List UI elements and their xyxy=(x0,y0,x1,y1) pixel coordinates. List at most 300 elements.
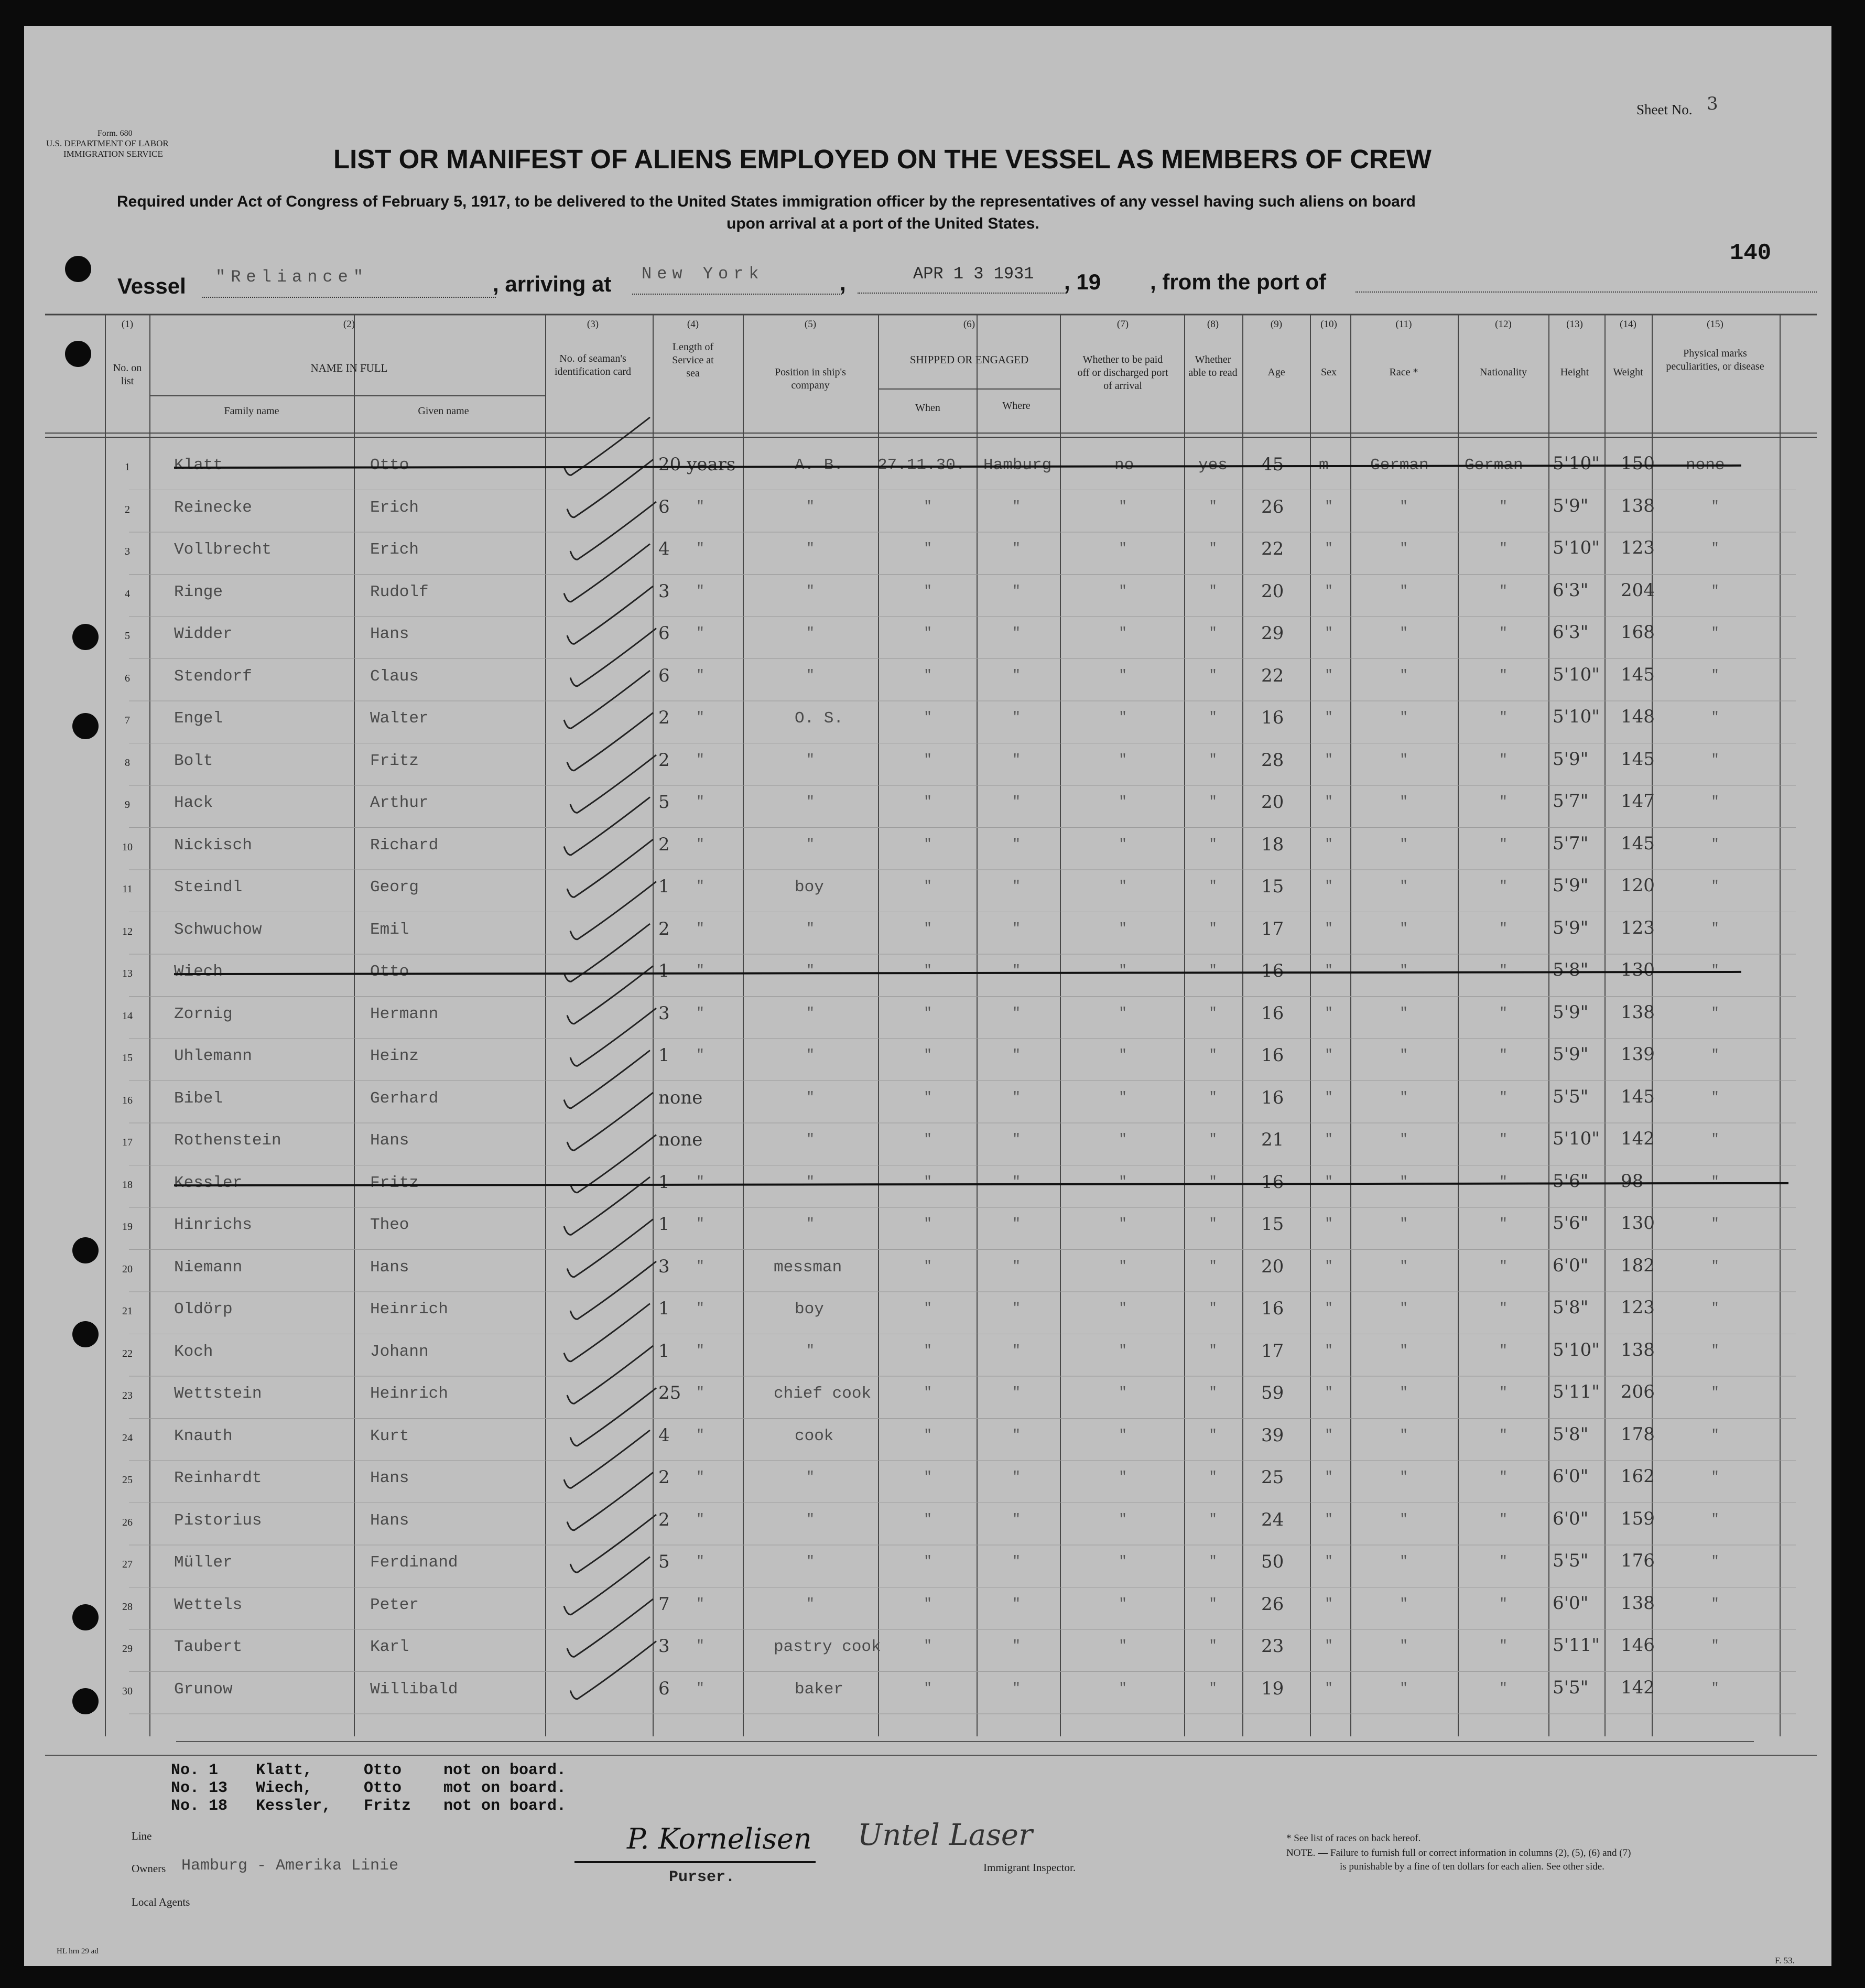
subtitle-line2: upon arrival at a port of the United States. xyxy=(727,215,1039,232)
family-name: Wiech xyxy=(174,963,223,981)
ditto-mark: " xyxy=(696,1258,704,1274)
height: 5'9" xyxy=(1553,1044,1589,1065)
ditto-mark: " xyxy=(924,751,932,768)
ditto-mark: " xyxy=(1325,1089,1333,1105)
ditto-mark: " xyxy=(696,878,704,894)
height: 5'10" xyxy=(1553,664,1600,685)
ditto-mark: " xyxy=(1711,667,1719,683)
age: 29 xyxy=(1261,623,1284,644)
weight: 98 xyxy=(1621,1170,1644,1192)
family-name: Nickisch xyxy=(174,836,252,855)
column-number: (1) xyxy=(121,319,134,330)
ditto-mark: " xyxy=(1209,1553,1217,1569)
weight: 123 xyxy=(1621,1297,1655,1318)
ditto-mark: " xyxy=(1325,667,1333,683)
given-name: Hans xyxy=(370,1469,409,1487)
row-number: 2 xyxy=(125,503,130,515)
note-given: Otto xyxy=(364,1762,402,1779)
vessel-name: "Reliance" xyxy=(215,267,369,287)
age: 22 xyxy=(1261,665,1284,686)
header-paid-off: Whether to be paid off or discharged port of arrival xyxy=(1077,354,1168,392)
ditto-mark: " xyxy=(1499,1258,1508,1274)
weight: 150 xyxy=(1621,453,1655,474)
given-name: Georg xyxy=(370,878,419,896)
header-no-on-list: No. on list xyxy=(113,362,142,387)
ditto-mark: " xyxy=(1209,1131,1217,1147)
ditto-mark: " xyxy=(1119,541,1127,556)
family-name: Grunow xyxy=(174,1680,233,1699)
ditto-mark: " xyxy=(806,498,815,514)
ditto-mark: " xyxy=(1209,1004,1217,1021)
vessel-label: Vessel xyxy=(117,274,186,298)
row-number: 5 xyxy=(125,630,130,642)
given-name: Fritz xyxy=(370,751,419,770)
given-name: Heinrich xyxy=(370,1300,448,1319)
ditto-mark: " xyxy=(696,1638,704,1654)
length-of-service: 20 years xyxy=(658,454,736,475)
ditto-mark: " xyxy=(1012,1300,1021,1316)
ditto-mark: " xyxy=(1012,794,1021,809)
ditto-mark: " xyxy=(806,751,815,768)
ditto-mark: " xyxy=(924,920,932,936)
column-number: (3) xyxy=(587,319,599,330)
ditto-mark: " xyxy=(1012,751,1021,768)
ditto-mark: " xyxy=(1325,751,1333,768)
ditto-mark: " xyxy=(1012,1047,1021,1063)
ditto-mark: " xyxy=(1325,1342,1333,1358)
ditto-mark: " xyxy=(1119,1553,1127,1569)
height: 5'8" xyxy=(1553,1297,1589,1318)
ditto-mark: " xyxy=(1012,836,1021,852)
note-status: mot on board. xyxy=(443,1779,567,1797)
ditto-mark: " xyxy=(1499,1173,1508,1190)
age: 16 xyxy=(1261,1045,1284,1066)
weight: 145 xyxy=(1621,748,1655,770)
ditto-mark: " xyxy=(1499,1638,1508,1654)
ditto-mark: " xyxy=(924,794,932,809)
ditto-mark: " xyxy=(924,1131,932,1147)
ditto-mark: " xyxy=(806,582,815,599)
age: 16 xyxy=(1261,960,1284,981)
ditto-mark: " xyxy=(1499,1047,1508,1063)
length-of-service: none xyxy=(658,1087,703,1108)
check-mark xyxy=(564,1557,650,1615)
ditto-mark: " xyxy=(1325,625,1333,641)
header-physical-marks: Physical marks peculiarities, or disease xyxy=(1666,348,1764,372)
ditto-mark: " xyxy=(806,794,815,809)
header-race: Race * xyxy=(1389,366,1418,378)
ditto-mark: " xyxy=(1119,1638,1127,1654)
ditto-mark: " xyxy=(1711,1258,1719,1274)
ditto-mark: " xyxy=(924,1553,932,1569)
ditto-mark: " xyxy=(696,1047,704,1063)
line-label: Line xyxy=(132,1830,152,1842)
row-number: 7 xyxy=(125,715,130,726)
ditto-mark: " xyxy=(1119,498,1127,514)
ditto-mark: " xyxy=(1499,1131,1508,1147)
ditto-mark: " xyxy=(696,1385,704,1400)
ditto-mark: " xyxy=(1012,667,1021,683)
weight: 168 xyxy=(1621,622,1655,643)
family-name: Knauth xyxy=(174,1427,233,1445)
row-number: 4 xyxy=(125,588,130,600)
ditto-mark: " xyxy=(1325,1680,1333,1696)
ditto-mark: " xyxy=(1119,1427,1127,1443)
length-of-service: 2 xyxy=(658,749,670,771)
position: O. S. xyxy=(795,709,844,728)
ditto-mark: " xyxy=(1499,582,1508,599)
family-name: Widder xyxy=(174,625,233,643)
ditto-mark: " xyxy=(1499,667,1508,683)
row-number: 9 xyxy=(125,799,130,811)
ditto-mark: " xyxy=(1209,1300,1217,1316)
position: pastry cook xyxy=(774,1638,881,1656)
ditto-mark: " xyxy=(1119,1680,1127,1696)
ditto-mark: " xyxy=(1711,1680,1719,1696)
ditto-mark: " xyxy=(924,541,932,556)
height: 6'3" xyxy=(1553,622,1589,643)
sheet-label: Sheet No. xyxy=(1636,102,1693,117)
row-number: 6 xyxy=(125,672,130,684)
given-name: Erich xyxy=(370,541,419,559)
ditto-mark: " xyxy=(1400,1300,1408,1316)
height: 5'9" xyxy=(1553,917,1589,938)
note-given: Fritz xyxy=(364,1797,411,1815)
ditto-mark: " xyxy=(1325,1004,1333,1021)
ditto-mark: " xyxy=(924,1216,932,1231)
sex: m xyxy=(1319,456,1329,474)
ditto-mark: " xyxy=(1209,1680,1217,1696)
ditto-mark: " xyxy=(1209,920,1217,936)
weight: 123 xyxy=(1621,917,1655,938)
note-status: not on board. xyxy=(443,1797,567,1815)
ditto-mark: " xyxy=(1400,751,1408,768)
height: 5'11" xyxy=(1553,1635,1600,1656)
family-name: Reinecke xyxy=(174,498,252,517)
ditto-mark: " xyxy=(1209,1047,1217,1063)
ditto-mark: " xyxy=(1325,920,1333,936)
length-of-service: 4 xyxy=(658,1424,670,1446)
owners-label: Owners xyxy=(132,1862,166,1875)
sheet-number: 3 xyxy=(1707,93,1718,114)
height: 5'6" xyxy=(1553,1170,1589,1192)
position: baker xyxy=(795,1680,844,1699)
nationality: German xyxy=(1465,456,1523,474)
ditto-mark: " xyxy=(696,1511,704,1527)
ditto-mark: " xyxy=(1400,1385,1408,1400)
family-name: Klatt xyxy=(174,456,223,474)
ditto-mark: " xyxy=(1400,794,1408,809)
purser-underline xyxy=(574,1861,816,1863)
ditto-mark: " xyxy=(1499,1469,1508,1485)
header-when: When xyxy=(915,402,940,414)
length-of-service: 1 xyxy=(658,1171,670,1193)
form-code: F. 53. xyxy=(1775,1955,1795,1965)
header-position: Position in ship's company xyxy=(775,366,846,391)
given-name: Heinrich xyxy=(370,1385,448,1403)
ditto-mark: " xyxy=(1119,709,1127,725)
ditto-mark: " xyxy=(1209,1595,1217,1612)
shipped-where: Hamburg xyxy=(983,456,1052,474)
physical-marks: none xyxy=(1686,456,1725,474)
able-to-read: yes xyxy=(1198,456,1228,474)
ditto-mark: " xyxy=(1209,1511,1217,1527)
ditto-mark: " xyxy=(1711,1427,1719,1443)
family-name: Stendorf xyxy=(174,667,252,686)
stamp-number: 140 xyxy=(1730,240,1772,266)
ditto-mark: " xyxy=(924,1089,932,1105)
row-number: 23 xyxy=(122,1390,133,1401)
note-number: No. 18 xyxy=(171,1797,228,1815)
row-number: 20 xyxy=(122,1263,133,1275)
ditto-mark: " xyxy=(1119,1300,1127,1316)
age: 15 xyxy=(1261,876,1284,897)
weight: 147 xyxy=(1621,791,1655,812)
ditto-mark: " xyxy=(1209,1385,1217,1400)
ditto-mark: " xyxy=(1711,878,1719,894)
row-number: 16 xyxy=(122,1094,133,1106)
age: 21 xyxy=(1261,1129,1284,1150)
ditto-mark: " xyxy=(924,1638,932,1654)
row-number: 21 xyxy=(122,1305,133,1317)
check-mark xyxy=(564,671,650,728)
ditto-mark: " xyxy=(924,1427,932,1443)
ditto-mark: " xyxy=(1400,1427,1408,1443)
ditto-mark: " xyxy=(1012,1004,1021,1021)
ditto-mark: " xyxy=(1400,878,1408,894)
ditto-mark: " xyxy=(1012,1089,1021,1105)
header-nationality: Nationality xyxy=(1480,366,1527,378)
header-age: Age xyxy=(1267,366,1285,378)
ditto-mark: " xyxy=(1400,1595,1408,1612)
height: 6'0" xyxy=(1553,1508,1589,1529)
column-number: (8) xyxy=(1207,319,1219,330)
ditto-mark: " xyxy=(1325,1553,1333,1569)
position: cook xyxy=(795,1427,834,1445)
height: 5'11" xyxy=(1553,1381,1600,1402)
ditto-mark: " xyxy=(696,836,704,852)
length-of-service: 5 xyxy=(658,792,670,813)
ditto-mark: " xyxy=(806,1553,815,1569)
header-id-card: No. of seaman's identification card xyxy=(554,353,632,377)
ditto-mark: " xyxy=(924,963,932,978)
ditto-mark: " xyxy=(1325,1258,1333,1274)
age: 25 xyxy=(1261,1467,1284,1488)
ditto-mark: " xyxy=(1012,1553,1021,1569)
page-title: LIST OR MANIFEST OF ALIENS EMPLOYED ON THE VESSEL AS MEMBERS OF CREW xyxy=(333,144,1432,174)
family-name: Taubert xyxy=(174,1638,243,1656)
local-agents-label: Local Agents xyxy=(132,1896,190,1908)
ditto-mark: " xyxy=(1325,1469,1333,1485)
height: 5'9" xyxy=(1553,495,1589,516)
length-of-service: 1 xyxy=(658,1045,670,1066)
weight: 142 xyxy=(1621,1128,1655,1149)
family-name: Reinhardt xyxy=(174,1469,262,1487)
ditto-mark: " xyxy=(1499,836,1508,852)
ditto-mark: " xyxy=(806,1469,815,1485)
ditto-mark: " xyxy=(1012,1385,1021,1400)
given-name: Hans xyxy=(370,1131,409,1150)
ditto-mark: " xyxy=(1012,1638,1021,1654)
ditto-mark: " xyxy=(924,667,932,683)
ditto-mark: " xyxy=(1209,1469,1217,1485)
family-name: Rothenstein xyxy=(174,1131,281,1150)
family-name: Kessler xyxy=(174,1173,243,1192)
age: 17 xyxy=(1261,918,1284,939)
check-mark xyxy=(564,1051,650,1108)
ditto-mark: " xyxy=(1012,625,1021,641)
ditto-mark: " xyxy=(924,1469,932,1485)
ditto-mark: " xyxy=(1209,1216,1217,1231)
ditto-mark: " xyxy=(1711,751,1719,768)
ditto-mark: " xyxy=(1209,794,1217,809)
length-of-service: 4 xyxy=(658,538,670,559)
family-name: Steindl xyxy=(174,878,243,896)
row-number: 19 xyxy=(122,1221,133,1233)
ditto-mark: " xyxy=(1711,1047,1719,1063)
given-name: Willibald xyxy=(370,1680,458,1699)
header-shipped: SHIPPED OR ENGAGED xyxy=(909,353,1029,366)
column-number: (6) xyxy=(963,319,975,330)
ditto-mark: " xyxy=(1325,1638,1333,1654)
row-number: 12 xyxy=(122,925,133,937)
ditto-mark: " xyxy=(1400,1173,1408,1190)
ditto-mark: " xyxy=(1209,582,1217,599)
row-number: 18 xyxy=(122,1179,133,1191)
family-name: Schwuchow xyxy=(174,920,262,939)
printer-mark: HL hrn 29 ad xyxy=(57,1947,99,1955)
ditto-mark: " xyxy=(1711,1511,1719,1527)
ditto-mark: " xyxy=(696,498,704,514)
ditto-mark: " xyxy=(1325,1300,1333,1316)
note-family: Klatt, xyxy=(256,1762,313,1779)
ditto-mark: " xyxy=(1012,1131,1021,1147)
ditto-mark: " xyxy=(1209,1089,1217,1105)
ditto-mark: " xyxy=(1119,1004,1127,1021)
ditto-mark: " xyxy=(1119,1131,1127,1147)
height: 5'7" xyxy=(1553,791,1589,812)
ditto-mark: " xyxy=(1711,709,1719,725)
ditto-mark: " xyxy=(1711,1089,1719,1105)
length-of-service: 1 xyxy=(658,1214,670,1235)
position: boy xyxy=(795,1300,824,1319)
form-number: Form. 680 xyxy=(97,129,133,138)
weight: 182 xyxy=(1621,1255,1655,1276)
race: German xyxy=(1370,456,1429,474)
position: A. B. xyxy=(795,456,844,474)
ditto-mark: " xyxy=(1119,1258,1127,1274)
height: 5'9" xyxy=(1553,748,1589,770)
given-name: Ferdinand xyxy=(370,1553,458,1572)
ditto-mark: " xyxy=(1325,1595,1333,1612)
age: 19 xyxy=(1261,1678,1284,1699)
weight: 139 xyxy=(1621,1044,1655,1065)
given-name: Karl xyxy=(370,1638,409,1656)
ditto-mark: " xyxy=(1325,541,1333,556)
check-mark xyxy=(564,1304,650,1362)
row-number: 28 xyxy=(122,1601,133,1613)
weight: 130 xyxy=(1621,959,1655,980)
weight: 138 xyxy=(1621,495,1655,516)
ditto-mark: " xyxy=(924,1342,932,1358)
length-of-service: 2 xyxy=(658,1509,670,1530)
height: 5'8" xyxy=(1553,1423,1589,1445)
ditto-mark: " xyxy=(924,498,932,514)
ditto-mark: " xyxy=(806,1004,815,1021)
given-name: Otto xyxy=(370,963,409,981)
ditto-mark: " xyxy=(696,1553,704,1569)
ditto-mark: " xyxy=(1400,1638,1408,1654)
age: 24 xyxy=(1261,1509,1284,1530)
ditto-mark: " xyxy=(696,667,704,683)
ditto-mark: " xyxy=(1209,878,1217,894)
ditto-mark: " xyxy=(1325,582,1333,599)
given-name: Gerhard xyxy=(370,1089,439,1108)
ditto-mark: " xyxy=(696,1427,704,1443)
ditto-mark: " xyxy=(1119,582,1127,599)
note-line1: NOTE. — Failure to furnish full or correct information in columns (2), (5), (6) and (7) xyxy=(1286,1847,1631,1859)
length-of-service: 1 xyxy=(658,876,670,897)
row-number: 15 xyxy=(122,1052,133,1064)
given-name: Heinz xyxy=(370,1047,419,1065)
weight: 138 xyxy=(1621,1001,1655,1023)
given-name: Hans xyxy=(370,1258,409,1277)
ditto-mark: " xyxy=(806,1089,815,1105)
arriving-label: , arriving at xyxy=(493,272,612,296)
length-of-service: 2 xyxy=(658,707,670,728)
row-number: 29 xyxy=(122,1643,133,1655)
age: 18 xyxy=(1261,834,1284,855)
ditto-mark: " xyxy=(1711,1385,1719,1400)
year-prefix: , 19 xyxy=(1064,269,1101,294)
ditto-mark: " xyxy=(696,1342,704,1358)
given-name: Otto xyxy=(370,456,409,474)
weight: 130 xyxy=(1621,1213,1655,1234)
ditto-mark: " xyxy=(1012,1173,1021,1190)
owners-value: Hamburg - Amerika Linie xyxy=(181,1857,399,1875)
ditto-mark: " xyxy=(1711,1216,1719,1231)
length-of-service: 7 xyxy=(658,1593,670,1615)
ditto-mark: " xyxy=(696,794,704,809)
ditto-mark: " xyxy=(806,1342,815,1358)
ditto-mark: " xyxy=(1325,1385,1333,1400)
ditto-mark: " xyxy=(696,1004,704,1021)
ditto-mark: " xyxy=(1711,1595,1719,1612)
given-name: Theo xyxy=(370,1216,409,1234)
ditto-mark: " xyxy=(806,541,815,556)
subtitle-line1: Required under Act of Congress of February 5, 1917, to be delivered to the United States immigration officer by the representatives of any vessel having such aliens on board xyxy=(117,193,1416,210)
family-name: Niemann xyxy=(174,1258,243,1277)
ditto-mark: " xyxy=(1209,498,1217,514)
length-of-service: 1 xyxy=(658,1298,670,1319)
height: 5'10" xyxy=(1553,1339,1600,1360)
ditto-mark: " xyxy=(1325,1427,1333,1443)
races-note: * See list of races on back hereof. xyxy=(1286,1833,1421,1844)
age: 16 xyxy=(1261,1171,1284,1193)
ditto-mark: " xyxy=(1711,1004,1719,1021)
height: 5'10" xyxy=(1553,706,1600,727)
weight: 176 xyxy=(1621,1550,1655,1571)
height: 5'5" xyxy=(1553,1677,1589,1698)
ditto-mark: " xyxy=(1499,751,1508,768)
family-name: Uhlemann xyxy=(174,1047,252,1065)
ditto-mark: " xyxy=(696,1680,704,1696)
ditto-mark: " xyxy=(1499,794,1508,809)
ditto-mark: " xyxy=(924,836,932,852)
family-name: Koch xyxy=(174,1342,213,1361)
note-number: No. 13 xyxy=(171,1779,228,1797)
inspector-label: Immigrant Inspector. xyxy=(983,1861,1076,1874)
